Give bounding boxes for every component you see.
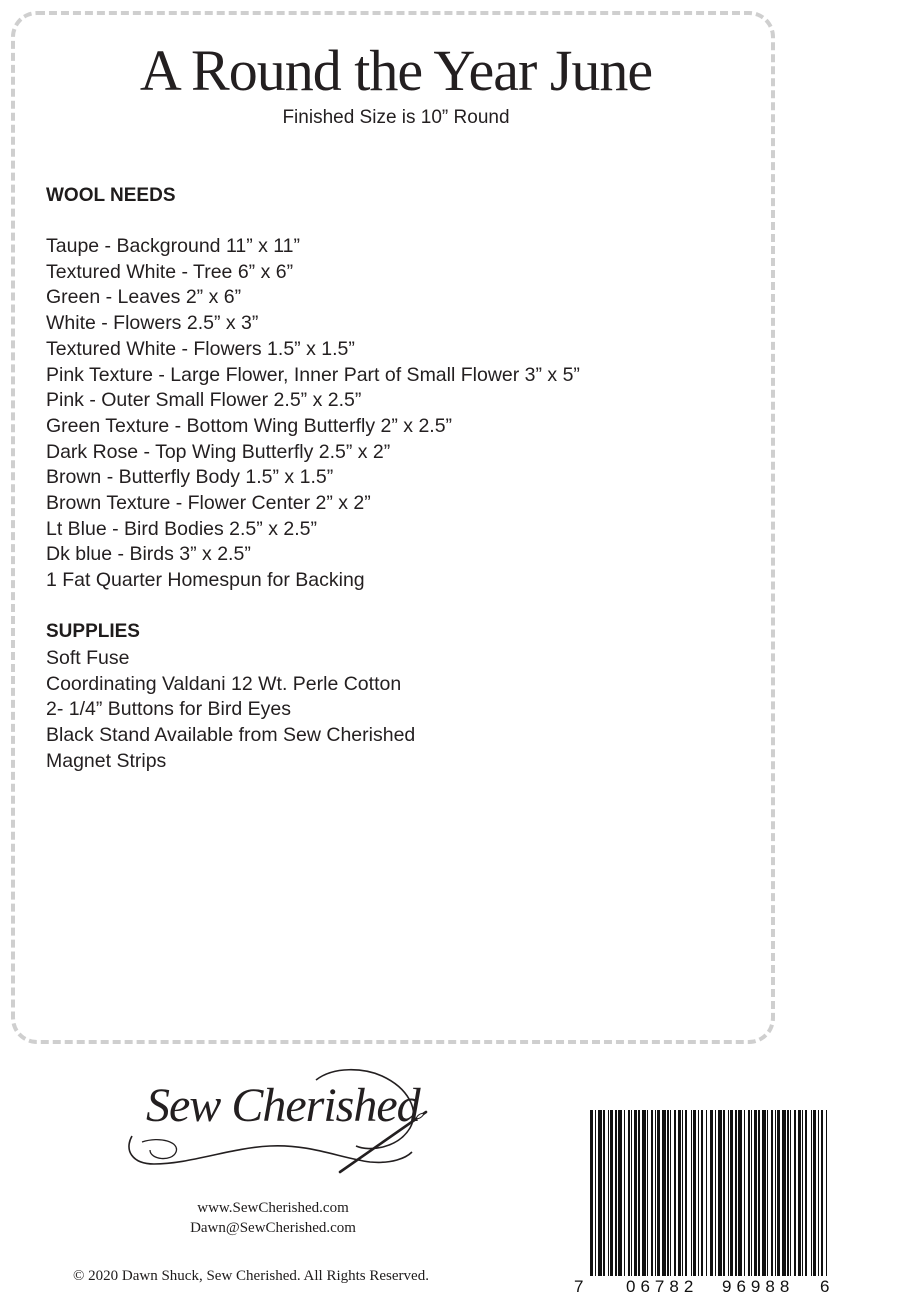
upc-barcode (588, 1110, 832, 1276)
list-item: Lt Blue - Bird Bodies 2.5” x 2.5” (46, 517, 317, 540)
list-item: Magnet Strips (46, 749, 167, 772)
website-link[interactable]: www.SewCherished.com (197, 1200, 349, 1216)
list-item: Pink - Outer Small Flower 2.5” x 2.5” (46, 389, 362, 412)
barcode-bar (767, 1110, 768, 1276)
barcode-bar (777, 1110, 780, 1276)
barcode-bar (782, 1110, 786, 1276)
barcode-bar (738, 1110, 742, 1276)
list-item: Brown Texture - Flower Center 2” x 2” (46, 492, 371, 515)
barcode-bar (698, 1110, 699, 1276)
list-item: Taupe - Background 11” x 11” (46, 235, 301, 257)
list-item: White - Flowers 2.5” x 3” (46, 312, 259, 335)
page-title: A Round the Year June (139, 38, 653, 103)
barcode-bar (751, 1110, 752, 1276)
barcode-bar (813, 1110, 816, 1276)
list-item: Pink Texture - Large Flower, Inner Part of Small Flower 3” x 5” (46, 363, 580, 386)
barcode-bar (826, 1110, 827, 1276)
barcode-bar (748, 1110, 750, 1276)
barcode-bar (655, 1110, 656, 1276)
barcode-bar (618, 1110, 622, 1276)
barcode-bar (670, 1110, 671, 1276)
barcode-bar (662, 1110, 666, 1276)
barcode-digit-check: 6 (820, 1277, 830, 1296)
barcode-bar (718, 1110, 722, 1276)
barcode-bar (682, 1110, 683, 1276)
barcode-bar (790, 1110, 791, 1276)
barcode-bar (821, 1110, 823, 1276)
barcode-bar (693, 1110, 696, 1276)
barcode-bar (657, 1110, 660, 1276)
barcode-bar (798, 1110, 801, 1276)
barcode-bar (667, 1110, 669, 1276)
barcode-bar (595, 1110, 596, 1276)
barcode-bar (624, 1110, 625, 1276)
barcode-bar (651, 1110, 653, 1276)
barcode-bar (728, 1110, 729, 1276)
list-item: Dark Rose - Top Wing Butterfly 2.5” x 2” (46, 440, 391, 463)
barcode-bar (754, 1110, 757, 1276)
barcode-bars (588, 1110, 832, 1276)
supplies-heading: SUPPLIES (46, 621, 140, 642)
barcode-bar (628, 1110, 630, 1276)
finished-size-subtitle: Finished Size is 10” Round (282, 107, 510, 128)
barcode-bar (631, 1110, 632, 1276)
list-item: 1 Fat Quarter Homespun for Backing (46, 569, 365, 592)
barcode-bar (685, 1110, 687, 1276)
barcode-bar (608, 1110, 609, 1276)
wool-needs-heading: WOOL NEEDS (46, 185, 176, 206)
barcode-bar (818, 1110, 819, 1276)
barcode-bar (638, 1110, 640, 1276)
barcode-bar (642, 1110, 646, 1276)
barcode-bar (735, 1110, 737, 1276)
list-item: Soft Fuse (46, 647, 130, 669)
barcode-digits-manufacturer: 06782 (626, 1277, 699, 1296)
barcode-bar (723, 1110, 725, 1276)
list-item: Coordinating Valdani 12 Wt. Perle Cotton (46, 672, 402, 695)
copyright-notice: © 2020 Dawn Shuck, Sew Cherished. All Rights Reserved. (73, 1268, 429, 1284)
barcode-bar (674, 1110, 676, 1276)
barcode-bar (610, 1110, 613, 1276)
barcode-bar (647, 1110, 648, 1276)
barcode-bar (706, 1110, 707, 1276)
barcode-bar (811, 1110, 812, 1276)
list-item: Brown - Butterfly Body 1.5” x 1.5” (46, 466, 334, 489)
barcode-bar (744, 1110, 745, 1276)
sew-cherished-logo (120, 1066, 440, 1182)
barcode-bar (615, 1110, 617, 1276)
barcode-bar (787, 1110, 789, 1276)
barcode-bar (762, 1110, 766, 1276)
supplies-list (46, 646, 415, 775)
list-item: Textured White - Tree 6” x 6” (46, 260, 294, 283)
barcode-bar (634, 1110, 637, 1276)
barcode-bar (794, 1110, 796, 1276)
list-item: Green - Leaves 2” x 6” (46, 286, 242, 309)
email-link[interactable]: Dawn@SewCherished.com (190, 1220, 356, 1236)
barcode-bar (805, 1110, 807, 1276)
barcode-bar (590, 1110, 593, 1276)
barcode-bar (710, 1110, 713, 1276)
barcode-bar (701, 1110, 703, 1276)
barcode-bar (775, 1110, 776, 1276)
barcode-digit-number-system: 7 (574, 1277, 584, 1296)
list-item: Green Texture - Bottom Wing Butterfly 2” x 2.5” (46, 414, 453, 437)
barcode-bar (678, 1110, 681, 1276)
list-item: Textured White - Flowers 1.5” x 1.5” (46, 337, 355, 360)
barcode-bar (715, 1110, 716, 1276)
barcode-bar (598, 1110, 602, 1276)
barcode-bar (758, 1110, 760, 1276)
list-item: Black Stand Available from Sew Cherished (46, 724, 416, 747)
logo-wordmark: Sew Cherished (146, 1079, 420, 1132)
barcode-digits-product: 96988 (722, 1277, 795, 1296)
barcode-bar (603, 1110, 605, 1276)
barcode-bar (802, 1110, 803, 1276)
barcode-bar (771, 1110, 773, 1276)
list-item: Dk blue - Birds 3” x 2.5” (46, 543, 251, 566)
barcode-bar (691, 1110, 692, 1276)
barcode-bar (730, 1110, 733, 1276)
list-item: 2- 1/4” Buttons for Bird Eyes (46, 698, 291, 721)
wool-needs-list (46, 234, 580, 594)
